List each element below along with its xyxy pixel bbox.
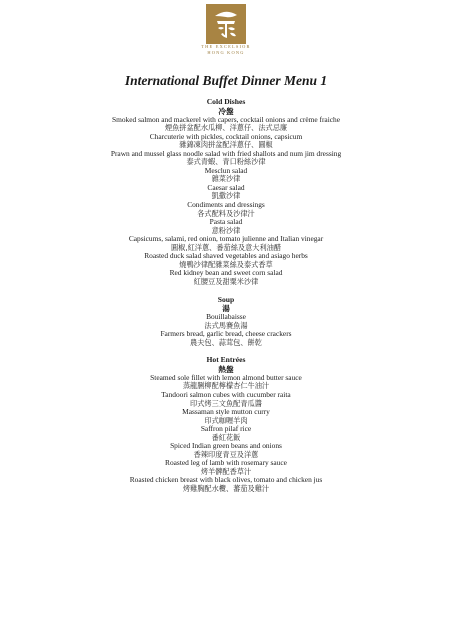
- dish-name: Bouillabaisse: [206, 312, 246, 322]
- dish-name-zh: 煙魚拼盆配水瓜柳、洋蔥仔、法式忌廉: [164, 123, 288, 133]
- logo-line-1: THE EXCELSIOR: [201, 44, 251, 49]
- dish-name: Roasted chicken breast with black olives, tomato and chicken jus: [129, 475, 323, 485]
- dish-name-zh: 印式咖喱羊肉: [204, 415, 248, 425]
- dish-name: Charcuterie with pickles, cocktail onions, capsicum: [149, 131, 303, 141]
- section-title-zh: 冷盤: [218, 106, 234, 116]
- dish-name-zh: 圓椒,紅洋蔥、番茄絲及意大利油醋: [170, 242, 282, 252]
- dish-name: Spiced Indian green beans and onions: [170, 441, 282, 451]
- section-title-zh: 熱盤: [218, 364, 234, 374]
- dish-name-zh: 烤羊髀配香草汁: [200, 466, 252, 476]
- section-title: Cold Dishes: [206, 97, 246, 106]
- dish-name-zh: 番紅花飯: [211, 432, 241, 442]
- dish-name: Capsicums, salami, red onion, tomato julienne and Italian vinegar: [128, 234, 324, 244]
- dish-name-zh: 意粉沙律: [211, 225, 241, 235]
- menu-title: International Buffet Dinner Menu 1: [124, 73, 328, 88]
- dish-name: Massaman style mutton curry: [182, 407, 270, 417]
- dish-name: Roasted leg of lamb with rosemary sauce: [165, 458, 287, 468]
- section-title: Soup: [217, 294, 235, 304]
- dish-name-zh: 各式配料及沙律汁: [197, 208, 255, 218]
- dish-name: Pasta salad: [209, 217, 243, 227]
- menu-section: [0, 356, 452, 493]
- menu-body: [0, 98, 452, 503]
- dish-name-zh: 雜錦凍肉拼盆配洋蔥仔、圓椒: [179, 140, 273, 150]
- dish-name-zh: 香辣印度青豆及洋蔥: [193, 449, 259, 459]
- dish-name: Saffron pilaf rice: [200, 424, 252, 434]
- dish-name-zh: 燒鴨沙律配雜菜絲及泰式香草: [179, 259, 273, 269]
- dish-name-zh: 蒸龍脷柳配檸檬杏仁牛油汁: [182, 381, 270, 391]
- dish-name: Caesar salad: [207, 182, 245, 192]
- excelsior-emblem-icon: [206, 4, 246, 44]
- dish-name-zh: 凱撒沙律: [211, 191, 241, 201]
- section-title: Hot Entrées: [206, 355, 246, 365]
- dish-name-zh: 法式馬賽魚湯: [204, 320, 248, 330]
- dish-name: Farmers bread, garlic bread, cheese crackers: [160, 329, 292, 339]
- menu-section: [0, 98, 452, 287]
- logo-line-2: HONG KONG: [207, 50, 245, 55]
- dish-name: Condiments and dressings: [187, 200, 265, 210]
- dish-name-zh: 農夫包、蒜茸包、餅乾: [190, 337, 262, 347]
- hotel-logo: [0, 4, 452, 56]
- dish-name: Red kidney bean and sweet corn salad: [169, 268, 283, 278]
- dish-name-zh: 雜菜沙律: [211, 174, 241, 184]
- dish-name-zh: 印式烤三文魚配青瓜醬: [190, 398, 262, 408]
- dish-name: Steamed sole fillet with lemon almond butter sauce: [150, 372, 302, 382]
- dish-name-zh: 烤雞胸配水欖、蕃茄及雞汁: [182, 483, 270, 493]
- section-title-zh: 湯: [222, 304, 230, 314]
- dish-name-zh: 紅腰豆及甜粟米沙律: [193, 276, 259, 286]
- dish-name: Mesclun salad: [204, 165, 248, 175]
- dish-name: Prawn and mussel glass noodle salad with fried shallots and num jim dressing: [110, 148, 342, 158]
- dish-name: Tandoori salmon cubes with cucumber raita: [161, 390, 291, 399]
- dish-name: Smoked salmon and mackerel with capers, cocktail onions and crème fraiche: [112, 114, 340, 124]
- dish-name-zh: 泰式青蝦、青口粉絲沙律: [186, 157, 266, 167]
- dish-name: Roasted duck salad shaved vegetables and asiago herbs: [144, 251, 308, 261]
- menu-section: [0, 296, 452, 348]
